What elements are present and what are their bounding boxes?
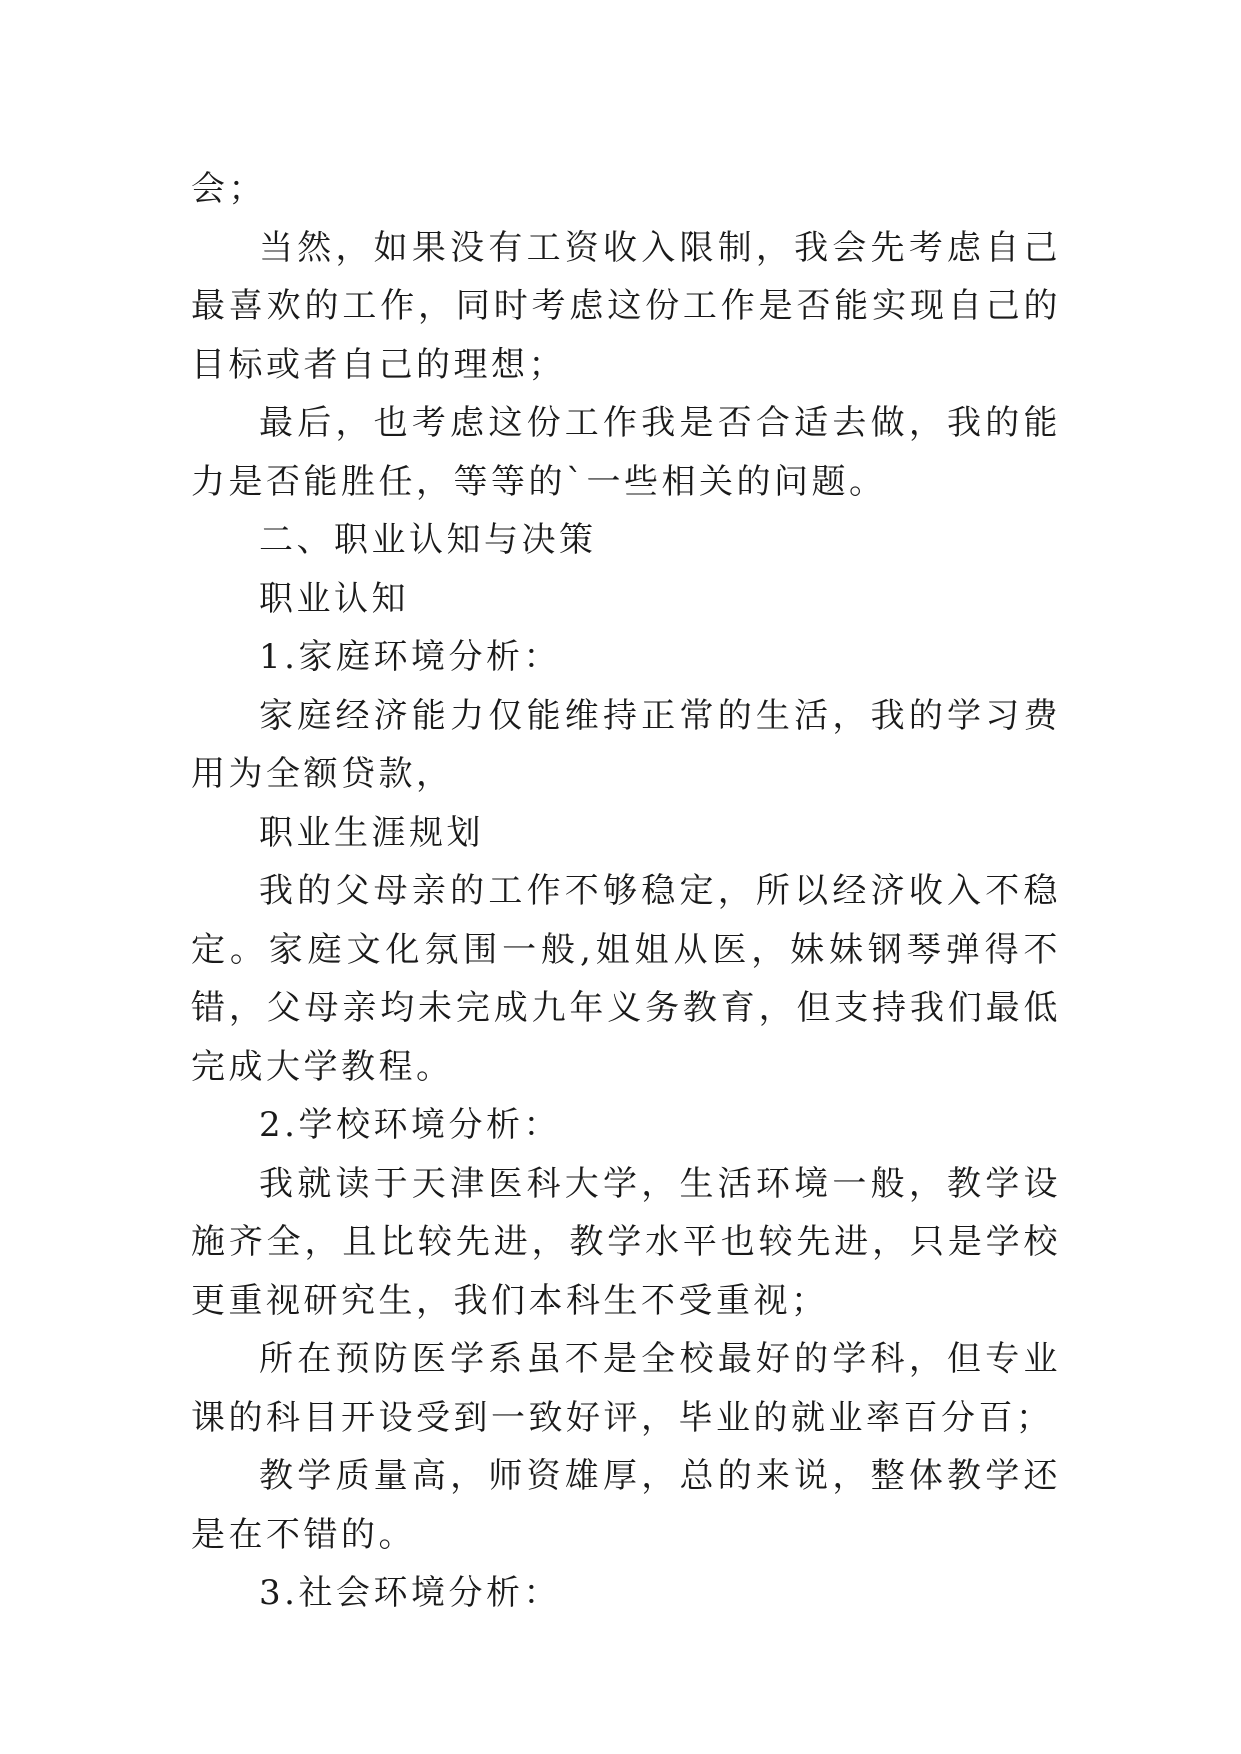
paragraph: 当然，如果没有工资收入限制，我会先考虑自己最喜欢的工作，同时考虑这份工作是否能实现自己的目标或者自己的理想； — [191, 227, 1061, 385]
paragraph: 教学质量高，师资雄厚，总的来说，整体教学还是在不错的。 — [191, 1456, 1061, 1555]
paragraph: 我就读于天津医科大学，生活环境一般，教学设施齐全，且比较先进，教学水平也较先进，只是学校更重视研究生，我们本科生不受重视； — [191, 1163, 1061, 1321]
subsection-heading: 职业生涯规划 — [259, 812, 484, 853]
numbered-heading: 1.家庭环境分析： — [259, 637, 561, 677]
paragraph: 我的父母亲的工作不够稳定，所以经济收入不稳定。家庭文化氛围一般,姐姐从医，妹妹钢琴弹得不错，父母亲均未完成九年义务教育，但支持我们最低完成大学教程。 — [191, 871, 1061, 1087]
paragraph: 会； — [191, 169, 266, 209]
paragraph: 最后，也考虑这份工作我是否合适去做，我的能力是否能胜任，等等的`一些相关的问题。 — [191, 403, 1061, 502]
paragraph: 所在预防医学系虽不是全校最好的学科，但专业课的科目开设受到一致好评，毕业的就业率百分百； — [191, 1339, 1061, 1438]
numbered-heading: 2.学校环境分析： — [259, 1105, 561, 1145]
section-heading: 二、职业认知与决策 — [259, 520, 597, 560]
paragraph: 家庭经济能力仅能维持正常的生活，我的学习费用为全额贷款， — [191, 695, 1061, 794]
subsection-heading: 职业认知 — [259, 578, 409, 619]
document-body — [191, 160, 1061, 1623]
numbered-heading: 3.社会环境分析： — [259, 1573, 561, 1613]
